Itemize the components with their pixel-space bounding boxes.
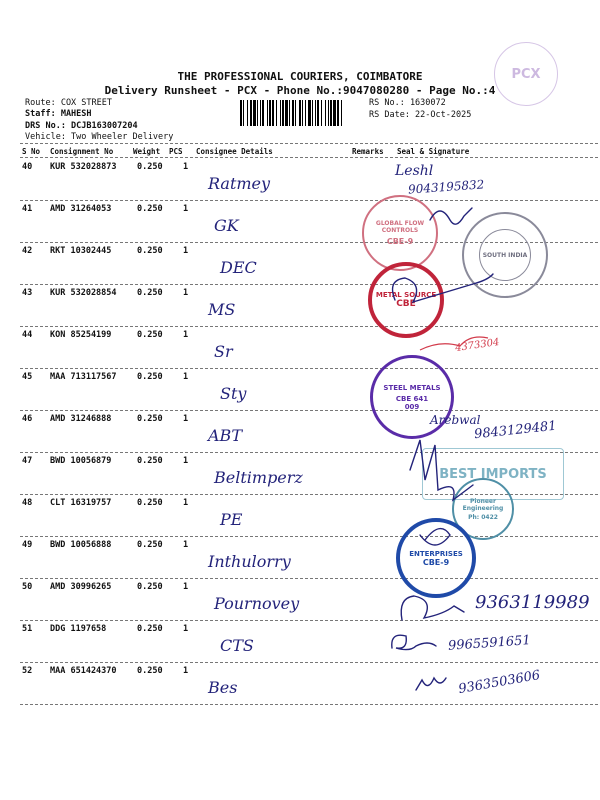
signature-51-phone: 9965591651 [447, 633, 532, 654]
row-consignee-handwriting: Pournovey [214, 594, 300, 613]
row-sno: 43 [22, 288, 33, 298]
row-pcs: 1 [183, 162, 189, 172]
row-pcs: 1 [183, 540, 189, 550]
col-sno: S No [22, 147, 41, 156]
best-imports-stamp: BEST IMPORTS [422, 448, 564, 500]
row-consignee-handwriting: Bes [208, 678, 238, 697]
south-india-seal: SOUTH INDIA [462, 212, 548, 298]
row-sno: 46 [22, 414, 33, 424]
row-weight: 0.250 [137, 414, 163, 424]
row-pcs: 1 [183, 246, 189, 256]
row-pcs: 1 [183, 330, 189, 340]
row-weight: 0.250 [137, 582, 163, 592]
row-pcs: 1 [183, 456, 189, 466]
row-sno: 48 [22, 498, 33, 508]
rs-number: RS No.: 1630072 [369, 98, 446, 108]
row-consignee-handwriting: Inthulorry [208, 552, 291, 571]
row-sno: 52 [22, 666, 33, 676]
signature-43-stroke [393, 274, 493, 302]
row-consignment-no: MAA 651424370 [50, 666, 117, 676]
row-consignment-no: RKT 10302445 [50, 246, 112, 256]
row-pcs: 1 [183, 582, 189, 592]
signature-47-stroke [410, 440, 473, 500]
row-pcs: 1 [183, 204, 189, 214]
runsheet-title: Delivery Runsheet - PCX - Phone No.:9047080280 - Page No.:4 [104, 84, 496, 97]
row-consignment-no: KUR 532028854 [50, 288, 117, 298]
col-weight: Weight [133, 147, 161, 156]
row-weight: 0.250 [137, 246, 163, 256]
row-consignee-handwriting: PE [220, 510, 243, 529]
row-consignee-handwriting: ABT [208, 426, 242, 445]
row-consignment-no: MAA 713117567 [50, 372, 117, 382]
row-weight: 0.250 [137, 330, 163, 340]
row-consignment-no: DDG 1197658 [50, 624, 107, 634]
signature-52-phone: 9363503606 [457, 667, 542, 698]
row-consignment-no: BWD 10056888 [50, 540, 112, 550]
row-pcs: 1 [183, 414, 189, 424]
steel-metals-stamp: STEEL METALS CBE 641 009 [370, 355, 454, 439]
row-consignment-no: BWD 10056879 [50, 456, 112, 466]
col-consignment: Consignment No [50, 147, 114, 156]
col-consignee: Consignee Details [196, 147, 273, 156]
row-consignment-no: CLT 16319757 [50, 498, 112, 508]
row-weight: 0.250 [137, 204, 163, 214]
rs-date: RS Date: 22-Oct-2025 [369, 110, 472, 120]
col-remarks: Remarks [352, 147, 384, 156]
staff-label: Staff: MAHESH [25, 109, 92, 119]
row-sno: 42 [22, 246, 33, 256]
row-sno: 50 [22, 582, 33, 592]
signature-46-phone: 9843129481 [473, 418, 558, 443]
signature-44-red-stroke [420, 337, 488, 350]
remark-44-phone: 4373304 [454, 336, 501, 355]
row-consignee-handwriting: MS [208, 300, 236, 319]
row-pcs: 1 [183, 372, 189, 382]
row-pcs: 1 [183, 288, 189, 298]
row-consignee-handwriting: DEC [220, 258, 257, 277]
signature-52-stroke [416, 678, 446, 690]
row-sno: 51 [22, 624, 33, 634]
drs-number: DRS No.: DCJB163007204 [25, 121, 138, 131]
row-weight: 0.250 [137, 162, 163, 172]
row-sno: 49 [22, 540, 33, 550]
row-weight: 0.250 [137, 372, 163, 382]
metal-source-stamp: METAL SOURCE CBE [368, 262, 444, 338]
signature-40-name: Leshl [395, 163, 434, 179]
row-weight: 0.250 [137, 498, 163, 508]
row-weight: 0.250 [137, 456, 163, 466]
corner-pcx-stamp: PCX [494, 42, 558, 106]
row-consignee-handwriting: Beltimperz [214, 468, 303, 487]
col-seal-signature: Seal & Signature [397, 147, 470, 156]
row-sno: 47 [22, 456, 33, 466]
signature-46-name: Arebwal [430, 413, 481, 427]
row-sno: 45 [22, 372, 33, 382]
row-consignee-handwriting: Sty [220, 384, 247, 403]
row-weight: 0.250 [137, 288, 163, 298]
company-title: THE PROFESSIONAL COURIERS, COIMBATORE [177, 70, 423, 83]
row-weight: 0.250 [137, 666, 163, 676]
row-sno: 41 [22, 204, 33, 214]
pioneer-stamp: Pioneer Engineering Ph: 0422 [452, 478, 514, 540]
row-weight: 0.250 [137, 624, 163, 634]
row-consignment-no: KUR 532028873 [50, 162, 117, 172]
signature-50-phone: 9363119989 [475, 592, 590, 613]
col-pcs: PCS [169, 147, 183, 156]
global-flow-stamp: GLOBAL FLOW CONTROLS CBE-9 [362, 195, 438, 271]
route-label: Route: COX STREET [25, 98, 112, 108]
row-weight: 0.250 [137, 540, 163, 550]
enterprises-stamp: ENTERPRISES CBE-9 [396, 518, 476, 598]
row-pcs: 1 [183, 498, 189, 508]
row-consignee-handwriting: Ratmey [208, 174, 271, 193]
row-consignee-handwriting: CTS [220, 636, 254, 655]
row-consignee-handwriting: Sr [214, 342, 233, 361]
signature-49-stroke [420, 529, 450, 545]
row-pcs: 1 [183, 666, 189, 676]
signature-50-stroke [401, 596, 464, 620]
row-consignment-no: AMD 31246888 [50, 414, 112, 424]
row-consignment-no: AMD 31264053 [50, 204, 112, 214]
row-sno: 44 [22, 330, 33, 340]
row-sno: 40 [22, 162, 33, 172]
signature-41-stroke [430, 208, 472, 224]
row-consignee-handwriting: GK [214, 216, 239, 235]
row-consignment-no: KON 85254199 [50, 330, 112, 340]
signature-40-phone: 9043195832 [407, 177, 485, 197]
signature-51-stroke [392, 635, 436, 649]
row-consignment-no: AMD 30996265 [50, 582, 112, 592]
row-pcs: 1 [183, 624, 189, 634]
vehicle-label: Vehicle: Two Wheeler Delivery [25, 132, 174, 142]
